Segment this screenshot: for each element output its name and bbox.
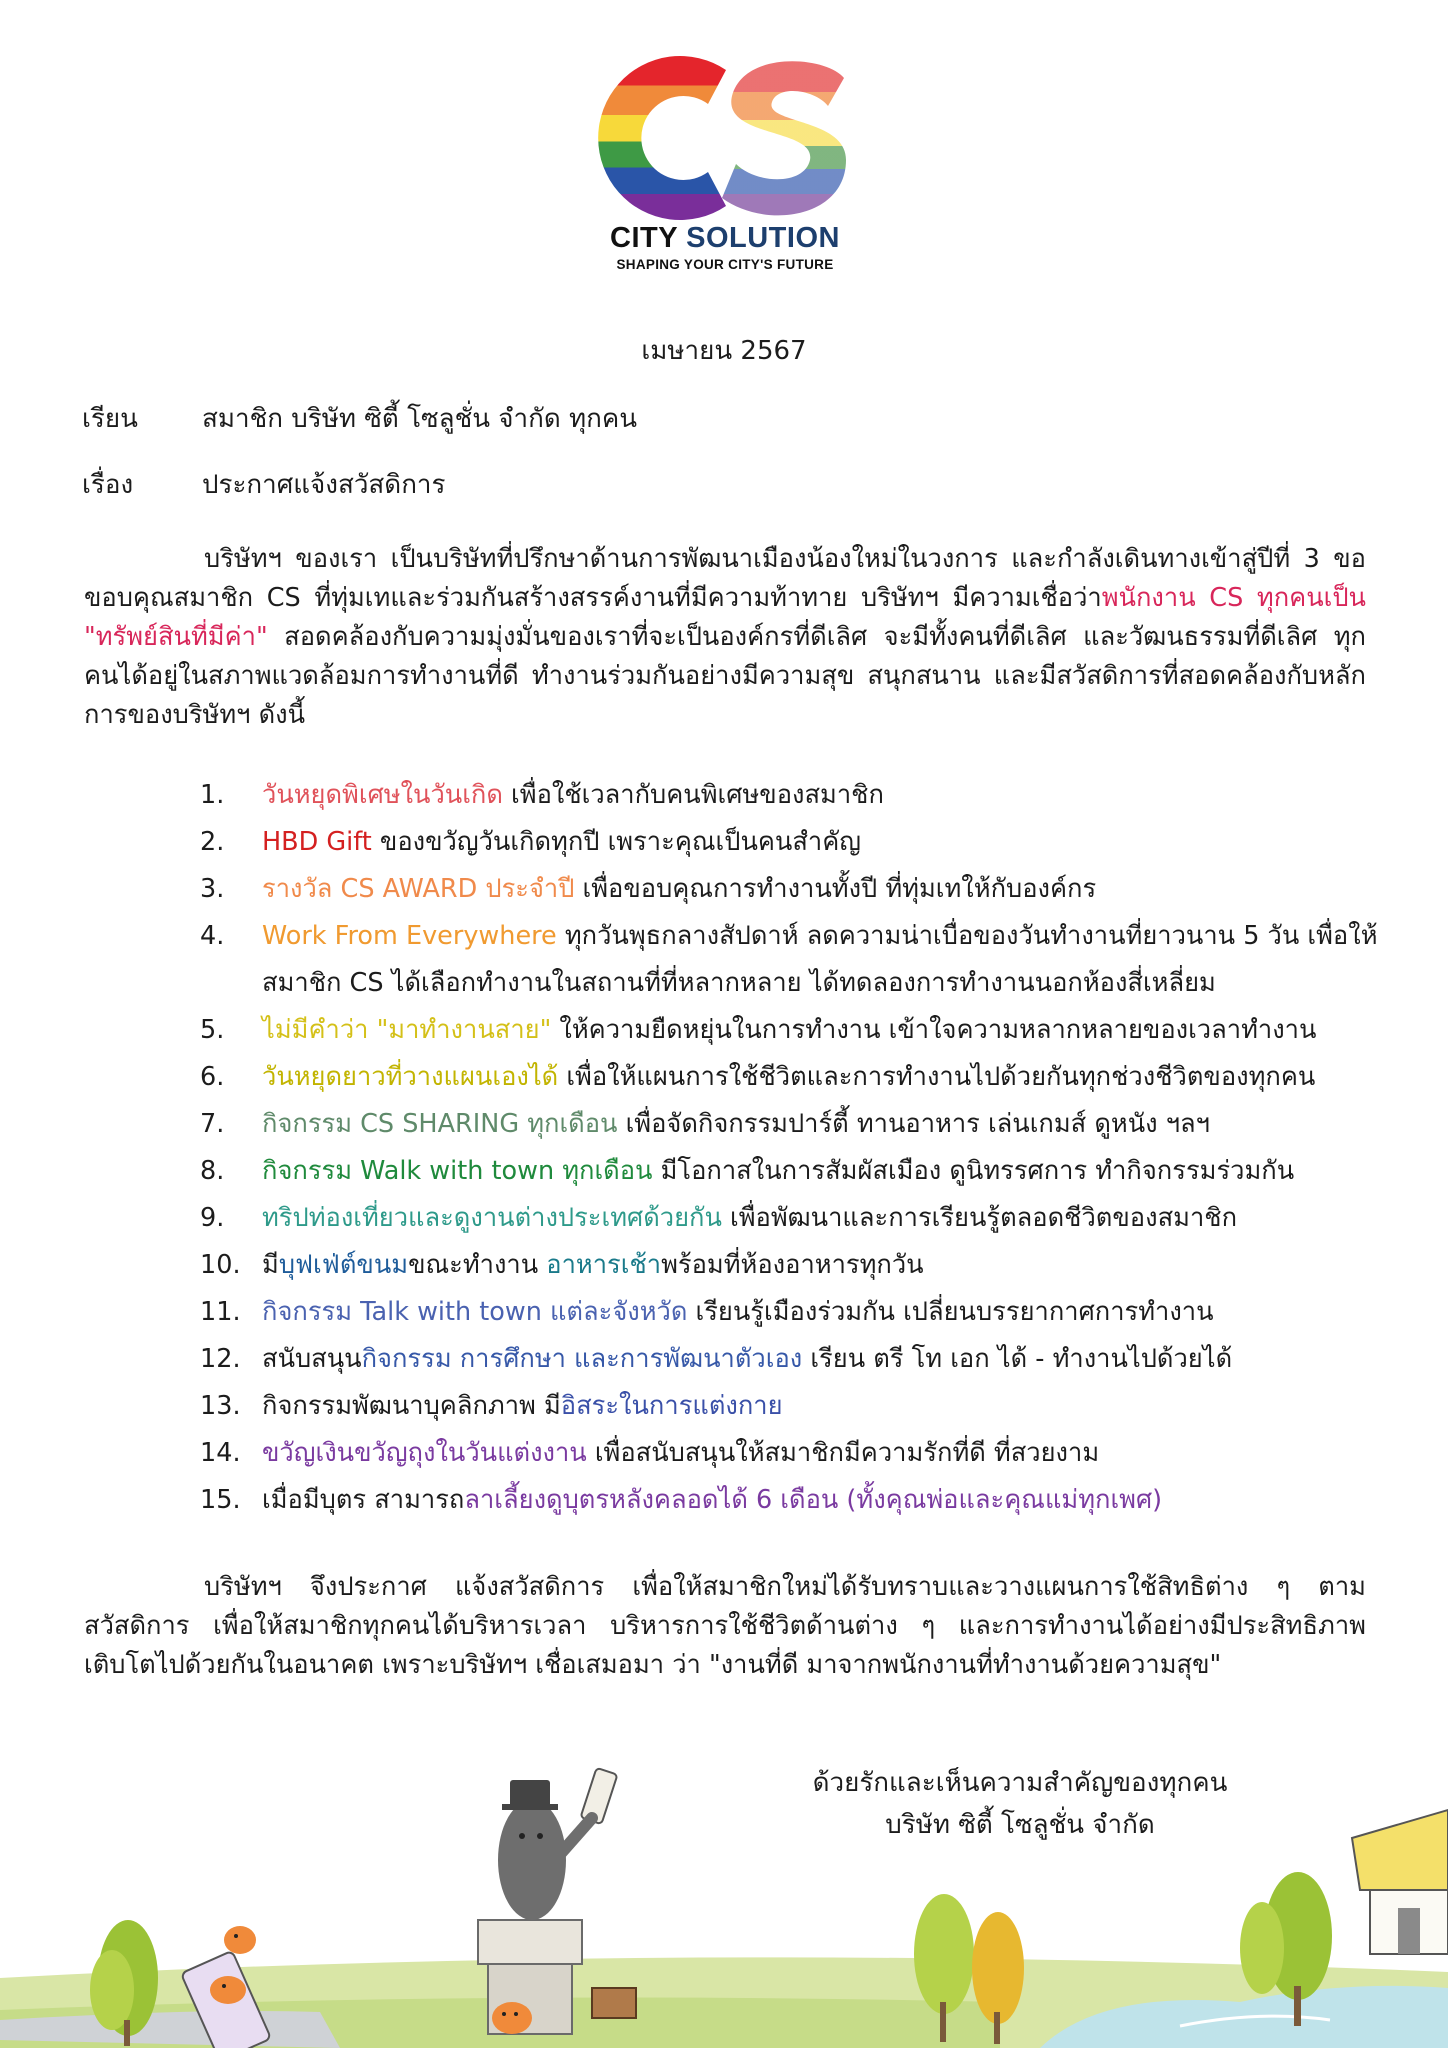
company-name: CITY SOLUTION: [610, 222, 840, 254]
benefit-item: [200, 1148, 1380, 1195]
gazebo-icon: [1352, 1810, 1448, 1954]
benefit-number: 6.: [200, 1062, 225, 1092]
benefit-number: 11.: [200, 1297, 241, 1327]
benefit-item: [200, 1195, 1380, 1242]
benefit-number: 3.: [200, 874, 225, 904]
benefit-prefix: เมื่อมีบุตร สามารถ: [262, 1485, 465, 1515]
benefit-item: [200, 913, 1380, 1007]
benefit-highlight: กิจกรรม Walk with town ทุกเดือน: [262, 1156, 653, 1186]
benefit-number: 5.: [200, 1015, 225, 1045]
benefit-description: ทุกวันพุธกลางสัปดาห์ ลดความน่าเบื่อของวันทำงานที่ยาวนาน 5 วัน เพื่อให้สมาชิก CS ได้เลือกทำงานในสถานที่ที่หลากหลาย ได้ทดลองการทำงานนอกห้องสี่เหลี่ยม: [262, 921, 1378, 998]
benefit-item: [200, 1336, 1380, 1383]
benefit-item: [200, 1007, 1380, 1054]
benefit-highlight: วันหยุดยาวที่วางแผนเองได้: [262, 1062, 559, 1092]
benefit-number: 4.: [200, 921, 225, 951]
benefit-description: ให้ความยืดหยุ่นในการทำงาน เข้าใจความหลากหลายของเวลาทำงาน: [551, 1015, 1317, 1045]
benefit-highlight-2: อาหารเช้า: [546, 1250, 662, 1280]
subject-value: ประกาศแจ้งสวัสดิการ: [202, 470, 446, 500]
benefit-highlight: กิจกรรม การศึกษา และการพัฒนาตัวเอง: [361, 1344, 803, 1374]
benefit-number: 8.: [200, 1156, 225, 1186]
benefit-item: [200, 1383, 1380, 1430]
benefit-item: [200, 772, 1380, 819]
recipient-line: [82, 398, 637, 439]
benefit-description: ของขวัญวันเกิดทุกปี เพราะคุณเป็นคนสำคัญ: [371, 827, 862, 857]
benefit-highlight: ขวัญเงินขวัญถุงในวันแต่งงาน: [262, 1438, 587, 1468]
benefit-middle: ขณะทำงาน: [408, 1250, 547, 1280]
benefit-item: [200, 1289, 1380, 1336]
benefit-prefix: กิจกรรมพัฒนาบุคลิกภาพ มี: [262, 1391, 561, 1421]
benefit-prefix: มี: [262, 1250, 279, 1280]
benefit-description: มีโอกาสในการสัมผัสเมือง ดูนิทรรศการ ทำกิจกรรมร่วมกัน: [652, 1156, 1295, 1186]
signature-line-1: ด้วยรักและเห็นความสำคัญของทุกคน: [812, 1768, 1228, 1798]
benefit-item: [200, 1477, 1380, 1524]
benefit-number: 14.: [200, 1438, 241, 1468]
benefit-number: 7.: [200, 1109, 225, 1139]
benefit-highlight: วันหยุดพิเศษในวันเกิด: [262, 780, 503, 810]
recipient-label: เรียน: [82, 404, 138, 434]
benefit-number: 13.: [200, 1391, 241, 1421]
benefits-list: [200, 772, 1380, 1524]
benefit-number: 10.: [200, 1250, 241, 1280]
benefit-description: เรียน ตรี โท เอก ได้ - ทำงานไปด้วยได้: [802, 1344, 1233, 1374]
benefit-highlight: ลาเลี้ยงดูบุตรหลังคลอดได้ 6 เดือน (ทั้งคุณพ่อและคุณแม่ทุกเพศ): [464, 1485, 1163, 1515]
intro-highlight: พนักงาน CS ทุกคนเป็น "ทรัพย์สินที่มีค่า": [84, 583, 1366, 652]
mascot-icon: [492, 2002, 532, 2034]
benefit-number: 2.: [200, 827, 225, 857]
benefit-description: พร้อมที่ห้องอาหารทุกวัน: [661, 1250, 924, 1280]
benefit-item: [200, 866, 1380, 913]
benefit-description: เพื่อสนับสนุนให้สมาชิกมีความรักที่ดี ที่สวยงาม: [586, 1438, 1100, 1468]
statue-figure-icon: [498, 1768, 617, 1920]
benefit-prefix: สนับสนุน: [262, 1344, 362, 1374]
benefit-item: [200, 1242, 1380, 1289]
subject-label: เรื่อง: [82, 470, 134, 500]
benefit-number: 12.: [200, 1344, 241, 1374]
benefit-number: 1.: [200, 780, 225, 810]
signature-company: บริษัท ซิตี้ โซลูชั่น จำกัด: [885, 1810, 1155, 1840]
document-date: เมษายน 2567: [641, 336, 807, 366]
benefit-highlight: บุฟเฟ่ต์ขนม: [278, 1250, 409, 1280]
benefit-number: 15.: [200, 1485, 241, 1515]
benefit-highlight: กิจกรรม CS SHARING ทุกเดือน: [262, 1109, 618, 1139]
benefit-number: 9.: [200, 1203, 225, 1233]
benefit-item: [200, 1430, 1380, 1477]
benefit-description: เพื่อพัฒนาและการเรียนรู้ตลอดชีวิตของสมาชิก: [721, 1203, 1238, 1233]
benefit-item: [200, 1101, 1380, 1148]
benefit-item: [200, 1054, 1380, 1101]
benefit-description: เพื่อใช้เวลากับคนพิเศษของสมาชิก: [502, 780, 884, 810]
benefit-description: เพื่อให้แผนการใช้ชีวิตและการทำงานไปด้วยกันทุกช่วงชีวิตของทุกคน: [558, 1062, 1316, 1092]
benefit-highlight: รางวัล CS AWARD ประจำปี: [262, 874, 575, 904]
benefit-description: เพื่อจัดกิจกรรมปาร์ตี้ ทานอาหาร เล่นเกมส์ ดูหนัง ฯลฯ: [617, 1109, 1210, 1139]
brand-block: [560, 222, 890, 272]
benefit-description: เรียนรู้เมืองร่วมกัน เปลี่ยนบรรยากาศการทำงาน: [687, 1297, 1214, 1327]
benefit-highlight: Work From Everywhere: [262, 921, 557, 951]
company-tagline: SHAPING YOUR CITY'S FUTURE: [616, 257, 834, 272]
recipient-value: สมาชิก บริษัท ซิตี้ โซลูชั่น จำกัด ทุกคน: [202, 404, 638, 434]
subject-line: [82, 464, 446, 505]
benefit-highlight: HBD Gift: [262, 827, 372, 857]
benefit-highlight: ไม่มีคำว่า "มาทำงานสาย": [262, 1015, 552, 1045]
closing-paragraph: บริษัทฯ จึงประกาศ แจ้งสวัสดิการ เพื่อให้สมาชิกใหม่ได้รับทราบและวางแผนการใช้สิทธิต่าง ๆ ตามสวัสดิการ เพื่อให้สมาชิกทุกคนได้บริหารเวลา บริหารการใช้ชีวิตด้านต่าง ๆ และการทำงานได้อย่างมีประสิทธิภาพ เติบโตไปด้วยกันในอนาคต เพราะบริษัทฯ เชื่อเสมอมา ว่า "งานที่ดี มาจากพนักงานที่ทำงานด้วยความสุข": [84, 1572, 1366, 1680]
benefit-highlight: ทริปท่องเที่ยวและดูงานต่างประเทศด้วยกัน: [262, 1203, 722, 1233]
intro-paragraph: บริษัทฯ ของเรา เป็นบริษัทที่ปรึกษาด้านการพัฒนาเมืองน้องใหม่ในวงการ และกำลังเดินทางเข้าสู่ปีที่ 3 ขอขอบคุณสมาชิก CS ที่ทุ่มเทและร่วมกันสร้างสรรค์งานที่มีความท้าทาย บริษัทฯ มีความเชื่อว่าพนักงาน CS ทุกคนเป็น "ทรัพย์สินที่มีค่า" สอดคล้องกับความมุ่งมั่นของเราที่จะเป็นองค์กรที่ดีเลิศ จะมีทั้งคนที่ดีเลิศ และวัฒนธรรมที่ดีเลิศ ทุกคนได้อยู่ในสภาพแวดล้อมการทำงานที่ดี ทำงานร่วมกันอย่างมีความสุข สนุกสนาน และมีสวัสดิการที่สอดคล้องกับหลักการของบริษัทฯ ดังนี้: [84, 544, 1366, 730]
benefit-highlight: อิสระในการแต่งกาย: [560, 1391, 783, 1421]
benefit-highlight: กิจกรรม Talk with town แต่ละจังหวัด: [262, 1297, 688, 1327]
benefit-item: [200, 819, 1380, 866]
benefit-description: เพื่อขอบคุณการทำงานทั้งปี ที่ทุ่มเทให้กับองค์กร: [574, 874, 1097, 904]
park-illustration: [0, 1740, 1448, 2048]
